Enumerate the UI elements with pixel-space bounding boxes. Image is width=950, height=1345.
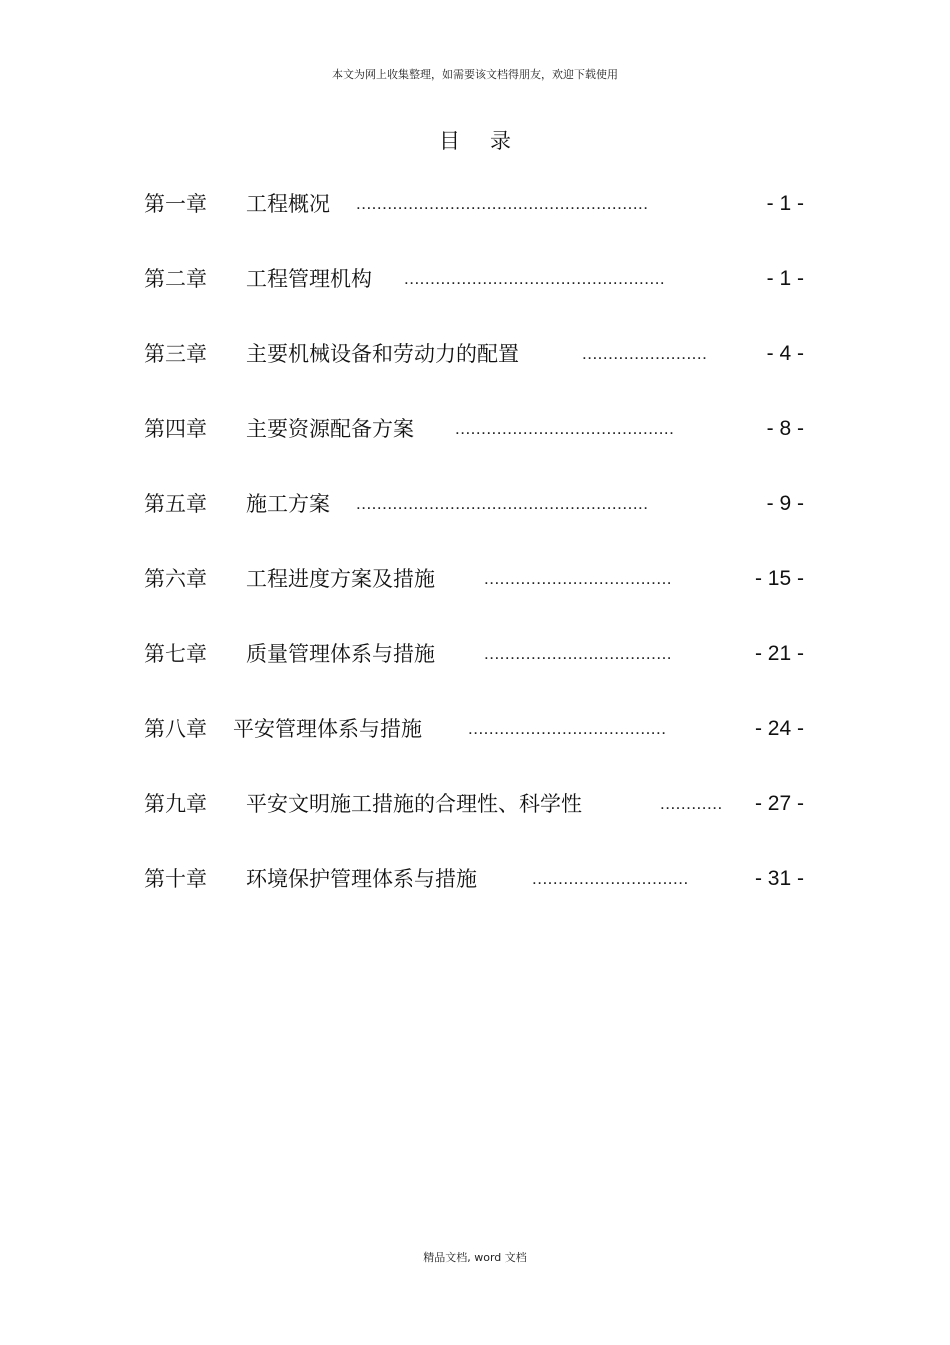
table-of-contents: [144, 187, 804, 937]
toc-chapter-number: 第十章: [144, 867, 207, 891]
toc-entry: [144, 787, 804, 862]
toc-chapter-number: 第九章: [144, 792, 207, 816]
toc-entry: [144, 862, 804, 937]
toc-entry: [144, 637, 804, 712]
toc-chapter-number: 第五章: [144, 492, 207, 516]
toc-chapter-number: 第八章: [144, 717, 207, 741]
toc-page-number: - 24 -: [754, 717, 804, 740]
toc-page-number: - 21 -: [754, 642, 804, 665]
toc-chapter-title: 工程进度方案及措施: [246, 567, 435, 591]
toc-chapter-title: 工程管理机构: [246, 267, 372, 291]
toc-page-number: - 1 -: [766, 267, 804, 290]
toc-chapter-title: 主要资源配备方案: [246, 417, 414, 441]
toc-chapter-title: 主要机械设备和劳动力的配置: [246, 342, 519, 366]
toc-dot-leader: ..............................: [532, 869, 689, 888]
toc-dot-leader: ......................................: [468, 719, 667, 738]
toc-chapter-title: 质量管理体系与措施: [246, 642, 435, 666]
toc-entry: [144, 187, 804, 262]
toc-chapter-number: 第二章: [144, 267, 207, 291]
toc-page-number: - 8 -: [766, 417, 804, 440]
toc-dot-leader: ..........................................: [455, 419, 675, 438]
toc-title: 目录: [439, 129, 541, 153]
toc-entry: [144, 262, 804, 337]
toc-chapter-title: 施工方案: [246, 492, 330, 516]
toc-dot-leader: ............: [660, 794, 723, 813]
toc-page-number: - 31 -: [754, 867, 804, 890]
toc-entry: [144, 562, 804, 637]
toc-page-number: - 27 -: [754, 792, 804, 815]
toc-chapter-title: 环境保护管理体系与措施: [246, 867, 477, 891]
toc-chapter-title: 平安文明施工措施的合理性、科学性: [246, 792, 582, 816]
toc-page-number: - 9 -: [766, 492, 804, 515]
page-header: 本文为网上收集整理，如需要该文档得朋友，欢迎下载使用: [332, 68, 618, 81]
toc-entry: [144, 337, 804, 412]
toc-dot-leader: ....................................: [484, 569, 673, 588]
page-footer: 精品文档, word 文档: [423, 1251, 527, 1264]
toc-chapter-number: 第六章: [144, 567, 207, 591]
toc-entry: [144, 487, 804, 562]
toc-entry: [144, 712, 804, 787]
toc-page-number: - 4 -: [766, 342, 804, 365]
toc-entry: [144, 412, 804, 487]
toc-chapter-number: 第三章: [144, 342, 207, 366]
toc-dot-leader: ........................................................: [356, 194, 649, 213]
toc-chapter-title: 平安管理体系与措施: [233, 717, 422, 741]
toc-chapter-number: 第七章: [144, 642, 207, 666]
toc-dot-leader: ....................................: [484, 644, 673, 663]
toc-dot-leader: ..................................................: [404, 269, 666, 288]
toc-chapter-number: 第一章: [144, 192, 207, 216]
toc-page-number: - 1 -: [766, 192, 804, 215]
toc-page-number: - 15 -: [754, 567, 804, 590]
toc-chapter-title: 工程概况: [246, 192, 330, 216]
toc-chapter-number: 第四章: [144, 417, 207, 441]
toc-dot-leader: ........................: [582, 344, 708, 363]
toc-dot-leader: ........................................................: [356, 494, 649, 513]
